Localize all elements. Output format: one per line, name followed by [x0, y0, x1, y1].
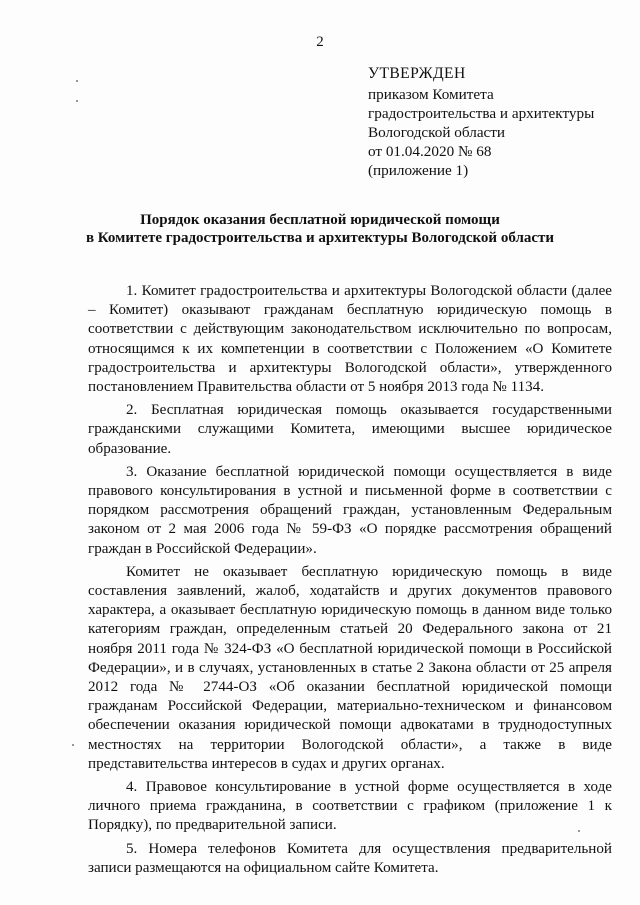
approval-line: градостроительства и архитектуры	[368, 105, 595, 122]
scan-speck	[578, 830, 580, 832]
paragraph: 1. Комитет градостроительства и архитектуры Вологодской области (далее – Комитет) оказывают гражданам бесплатную юридическую помощь в соответствии с действующим законодательством исключительно по вопросам, относящимся к их компетенции в соответствии с Положением «О Комитете градостроительства и архитектуры Вологодской области», утвержденного постановлением Правительства области от 5 ноября 2013 года № 1134.	[88, 283, 612, 396]
approval-line: (приложение 1)	[368, 162, 469, 179]
title-line-2: в Комитете градостроительства и архитектуры Вологодской области	[85, 230, 555, 246]
approval-line: от 01.04.2020 № 68	[368, 143, 492, 160]
document-body	[88, 282, 612, 882]
paragraph: 2. Бесплатная юридическая помощь оказывается государственными гражданскими служащими Комитета, имеющими высшее юридическое образование.	[88, 402, 612, 457]
page-number: 2	[316, 34, 324, 50]
title-line-1: Порядок оказания бесплатной юридической помощи	[140, 212, 500, 228]
scan-speck	[76, 100, 78, 102]
scan-speck	[72, 744, 74, 746]
approval-heading: УТВЕРЖДЕН	[368, 65, 466, 82]
paragraph: 4. Правовое консультирование в устной форме осуществляется в ходе личного приема гражданина, в соответствии с графиком (приложение 1 к Порядку), по предварительной записи.	[88, 779, 612, 834]
paragraph: Комитет не оказывает бесплатную юридическую помощь в виде составления заявлений, жалоб, ходатайств и других документов правового характера, а оказывает бесплатную юридическую помощь в данном виде только категориям граждан, определенным статьей 20 Федерального закона от 21 ноября 2011 года № 324-ФЗ «О бесплатной юридической помощи в Российской Федерации», и в случаях, установленных в статье 2 Закона области от 25 апреля 2012 года № 2744-ОЗ «Об оказании бесплатной юридической помощи гражданам Российской Федерации, материально-техническом и финансовом обеспечении оказания юридической помощи адвокатами в труднодоступных местностях на территории Вологодской области», а также в виде представительства интересов в судах и других органах.	[88, 563, 612, 772]
approval-line: Вологодской области	[368, 124, 506, 141]
approval-line: приказом Комитета	[368, 86, 494, 103]
document-title	[60, 211, 580, 247]
scan-speck	[76, 80, 78, 82]
approval-block	[368, 64, 618, 180]
paragraph: 5. Номера телефонов Комитета для осуществления предварительной записи размещаются на официальном сайте Комитета.	[88, 840, 612, 876]
paragraph: 3. Оказание бесплатной юридической помощи осуществляется в виде правового консультирования в устной и письменной форме в соответствии с порядком рассмотрения обращений граждан, установленным Федеральным законом от 2 мая 2006 года № 59-ФЗ «О порядке рассмотрения обращений граждан в Российской Федерации».	[88, 463, 612, 557]
